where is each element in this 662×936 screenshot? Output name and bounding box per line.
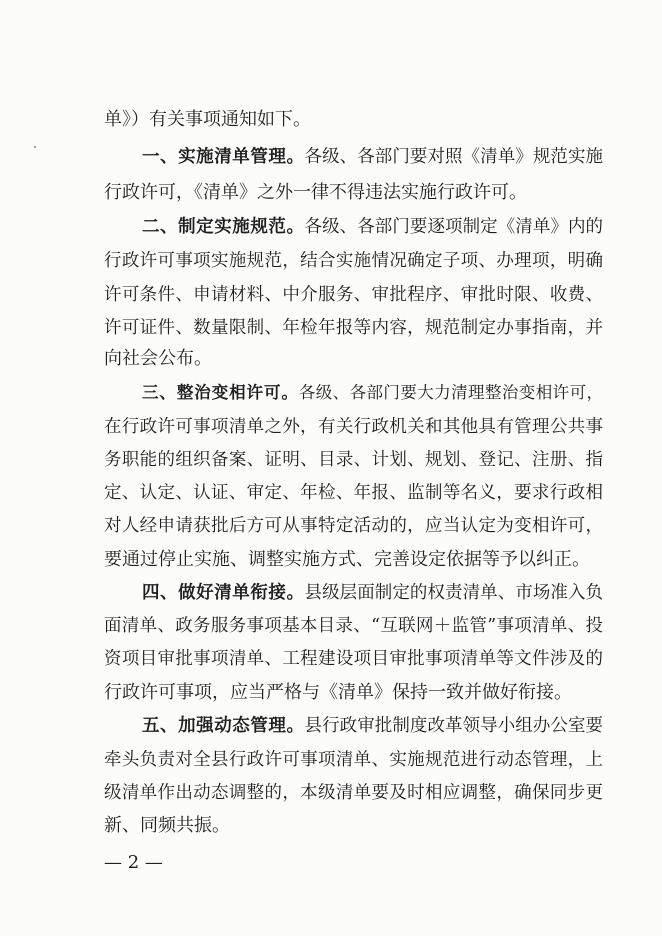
text-line: 单》）有关事项通知如下。	[104, 109, 311, 130]
text-line: 许可条件、申请材料、中介服务、审批程序、审批时限、收费、	[104, 285, 603, 305]
text-line: 务职能的组织备案、证明、目录、计划、规划、登记、注册、指	[104, 450, 603, 470]
text-line: 行政许可，《清单》之外一律不得违法实施行政许可。	[104, 182, 527, 203]
text-line: 许可证件、数量限制、年检年报等内容，规范制定办事指南，并	[104, 318, 603, 338]
section-heading: 五、加强动态管理。	[142, 716, 305, 736]
text-line: 行政许可事项实施规范，结合实施情况确定子项、办理项，明确	[104, 251, 603, 271]
section-heading: 三、整治变相许可。	[142, 383, 299, 402]
text-line: 面清单、政务服务事项基本目录、“互联网＋监管”事项清单、投	[104, 616, 603, 636]
text-line: 行政许可事项，应当严格与《清单》保持一致并做好衔接。	[104, 682, 572, 703]
text-line: 级清单作出动态调整的，本级清单要及时相应调整，确保同步更	[104, 783, 603, 803]
section-5-first-line: 五、加强动态管理。县行政审批制度改革领导小组办公室要	[142, 716, 604, 736]
section-1-first-line: 一、实施清单管理。各级、各部门要对照《清单》规范实施	[142, 147, 604, 167]
section-heading: 四、做好清单衔接。	[142, 583, 305, 603]
section-2-first-line: 二、制定实施规范。各级、各部门要逐项制定《清单》内的	[142, 217, 604, 237]
section-3-first-line: 三、整治变相许可。各级、各部门要大力清理整治变相许可，	[142, 383, 604, 402]
scan-speck	[34, 146, 36, 148]
text-line: 牵头负责对全县行政许可事项清单、实施规范进行动态管理，上	[104, 750, 603, 770]
page-number: — 2 —	[104, 852, 163, 873]
section-heading: 一、实施清单管理。	[142, 147, 305, 167]
text-line: 资项目审批事项清单、工程建设项目审批事项清单等文件涉及的	[104, 649, 603, 669]
text-line: 定、认定、认证、审定、年检、年报、监制等名义，要求行政相	[104, 483, 603, 503]
text-line: 在行政许可事项清单之外，有关行政机关和其他具有管理公共事	[104, 417, 603, 437]
text-line: 要通过停止实施、调整实施方式、完善设定依据等予以纠正。	[104, 549, 590, 570]
text-line: 对人经申请获批后方可从事特定活动的，应当认定为变相许可，	[104, 516, 603, 536]
section-4-first-line: 四、做好清单衔接。县级层面制定的权责清单、市场准入负	[142, 583, 604, 603]
text-line: 新、同频共振。	[104, 815, 230, 836]
section-heading: 二、制定实施规范。	[142, 217, 305, 237]
text-line: 向社会公布。	[104, 348, 212, 369]
